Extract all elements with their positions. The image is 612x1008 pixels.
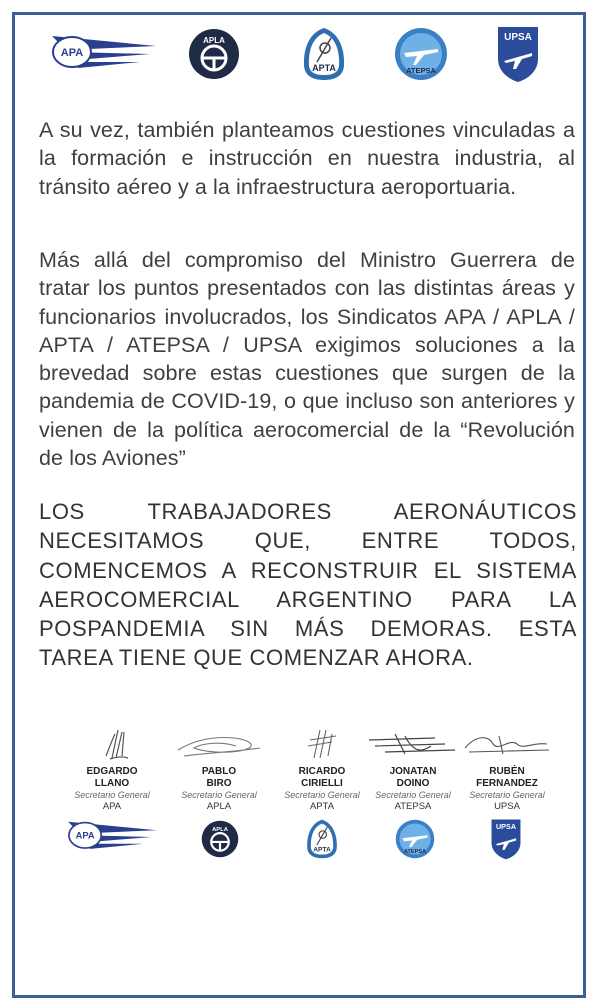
signatory-first-name: RICARDO (298, 766, 346, 777)
apa-logo-small (62, 820, 166, 859)
apta-logo (301, 26, 347, 87)
paragraph-demands: Más allá del compromiso del Ministro Guerrera de tratar los puntos presentados con las distintas áreas y funcionarios involucrados, los Sindicatos APA / APLA / APTA / ATEPSA / UPSA exigimos soluciones a la brevedad sobre estas cuestiones que surgen de la pandemia de COVID-19, o que incluso son anteriores y vienen de la política aerocomercial de la “Revolución de los Aviones” (39, 248, 575, 471)
paragraph-training-infrastructure: A su vez, también planteamos cuestiones vinculadas a la formación e instrucción en nuestra industria, al tránsito aéreo y a la infraestructura aeroportuaria. (39, 118, 575, 199)
apta-logo-text: APTA (313, 846, 331, 854)
signatory-apla (170, 726, 268, 813)
signatory-last-name: BIRO (206, 778, 232, 789)
atepsa-logo (394, 27, 448, 86)
signatory-last-name: DOINO (396, 778, 430, 789)
signatory-first-name: PABLO (201, 766, 237, 777)
upsa-logo-text: UPSA (504, 32, 532, 43)
atepsa-logo-small (395, 819, 435, 864)
signature-llano (82, 726, 142, 762)
signatory-atepsa (364, 726, 462, 813)
apa-logo-text: APA (75, 830, 95, 841)
signatory-last-name: CIRIELLI (301, 778, 343, 789)
apla-logo (188, 28, 240, 85)
apta-logo-text: APTA (312, 63, 336, 73)
union-logos-header (20, 22, 584, 88)
signatory-org: APTA (309, 801, 335, 812)
apa-logo-text: APA (60, 47, 84, 59)
apla-logo-small (201, 820, 239, 863)
signatory-first-name: JONATAN (389, 766, 437, 777)
apa-logo (52, 34, 160, 79)
signatory-last-name: LLANO (94, 778, 130, 789)
signatory-org: APA (102, 801, 122, 812)
signatory-role: Secretario General (74, 790, 150, 800)
signatory-apa (63, 726, 161, 813)
statement-reconstruction: LOS TRABAJADORES AERONÁUTICOS NECESITAMOS QUE, ENTRE TODOS, COMENCEMOS A RECONSTRUIR EL SISTEMA AEROCOMERCIAL ARGENTINO PARA LA POSPANDEMIA SIN MÁS DEMORAS. ESTA TAREA TIENE QUE COMENZAR AHORA. (39, 499, 577, 671)
signatory-org: UPSA (494, 801, 520, 812)
apta-logo-small (305, 818, 339, 865)
signature-cirielli (292, 726, 352, 762)
upsa-logo (496, 25, 540, 88)
signatory-first-name: EDGARDO (86, 766, 138, 777)
signatory-role: Secretario General (284, 790, 360, 800)
signature-fernandez (459, 726, 555, 762)
signatory-first-name: RUBÉN (489, 766, 525, 777)
signatory-upsa (458, 726, 556, 813)
signatory-role: Secretario General (469, 790, 545, 800)
apla-logo-text: APLA (203, 36, 225, 45)
signatory-role: Secretario General (375, 790, 451, 800)
signature-doino (365, 726, 461, 762)
apla-logo-text: APLA (212, 826, 228, 833)
signatory-org: APLA (206, 801, 232, 812)
atepsa-logo-text: ATEPSA (406, 66, 436, 75)
atepsa-logo-text: ATEPSA (403, 849, 427, 856)
signatory-org: ATEPSA (394, 801, 432, 812)
signatory-apta (273, 726, 371, 813)
signature-biro (174, 726, 264, 762)
upsa-logo-text: UPSA (495, 821, 517, 831)
signatory-last-name: FERNANDEZ (476, 778, 538, 789)
signatory-role: Secretario General (181, 790, 257, 800)
upsa-logo-small (490, 818, 522, 865)
union-logos-footer (20, 818, 584, 864)
